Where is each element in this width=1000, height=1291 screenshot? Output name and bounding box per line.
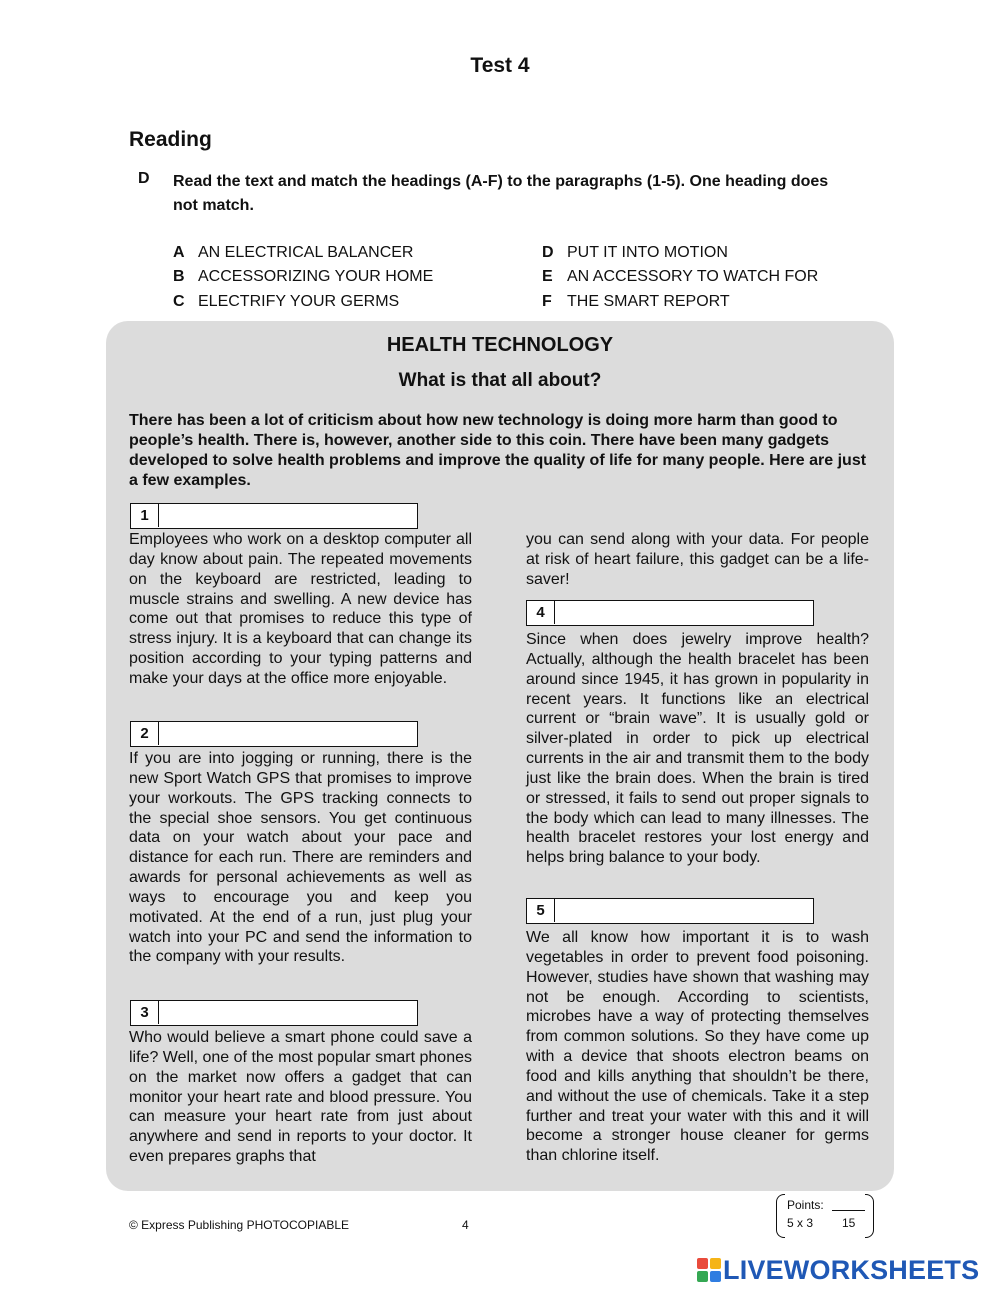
heading-text: PUT IT INTO MOTION — [567, 244, 728, 261]
article-title: HEALTH TECHNOLOGY — [386, 334, 614, 356]
paragraph-number: 3 — [131, 1001, 159, 1024]
points-box — [776, 1194, 874, 1238]
heading-option-e — [542, 267, 818, 287]
footer-copyright: © Express Publishing PHOTOCOPIABLE — [129, 1218, 350, 1232]
test-title: Test 4 — [470, 54, 530, 77]
heading-letter: E — [542, 268, 553, 285]
section-title: Reading — [129, 128, 212, 151]
heading-text: AN ELECTRICAL BALANCER — [198, 244, 414, 261]
answer-box-4 — [526, 600, 814, 626]
heading-text: ACCESSORIZING YOUR HOME — [198, 268, 434, 285]
answer-box-5 — [526, 898, 814, 924]
paragraph-text: Who would believe a smart phone could save a life? Well, one of the most popular smart phones on the market now offers a gadget that can monitor your heart rate and blood pressure. You can measure your heart rate from just about anywhere and send in reports to your doctor. It even prepares graphs that — [129, 1029, 472, 1166]
paragraph-text: If you are into jogging or running, there is the new Sport Watch GPS that promises to improve your workouts. The GPS tracking connects to the special shoe sensors. You get continuous data on your watch about your pace and distance for each run. There are reminders and awards for personal achievements as well as ways to encourage you and keep you motivated. At the end of a run, just plug your watch into your PC and send the information to the company with your results. — [129, 750, 472, 966]
answer-box-2 — [130, 721, 418, 747]
heading-letter: A — [173, 244, 185, 261]
paragraph-2 — [129, 749, 472, 967]
heading-text: ELECTRIFY YOUR GERMS — [198, 293, 400, 310]
paragraph-3-continuation — [526, 530, 869, 590]
heading-option-f — [542, 292, 730, 312]
heading-text: AN ACCESSORY TO WATCH FOR — [567, 268, 819, 285]
liveworksheets-logo-text: LIVEWORKSHEETS — [723, 1255, 980, 1285]
task-instruction: Read the text and match the headings (A-F) to the paragraphs (1-5). One heading does not match. — [173, 173, 829, 214]
paragraph-number: 2 — [131, 722, 159, 745]
points-total: 15 — [842, 1216, 856, 1230]
paragraph-text: We all know how important it is to wash vegetables in order to prevent food poisoning. However, studies have shown that washing may not be enough. According to scientists, microbes have a way of protecting themselves from common solutions. So they have come up with a device that shoots electron beams on food and kills anything that shouldn’t be there, and without the use of chemicals. Take it a step further and treat your water with this and it will become a stronger house cleaner for germs than chlorine itself. — [526, 929, 869, 1165]
answer-box-1 — [130, 503, 418, 529]
paragraph-number: 1 — [131, 504, 159, 527]
heading-option-d — [542, 243, 728, 263]
paragraph-4 — [526, 630, 869, 868]
paragraph-3 — [129, 1028, 472, 1167]
page-number: 4 — [462, 1218, 469, 1232]
heading-letter: F — [542, 293, 552, 310]
points-label: Points: — [787, 1198, 824, 1212]
paragraph-text: Since when does jewelry improve health? Actually, although the health bracelet has been around since 1945, it has grown in popularity in recent years. It functions like an electrical current or “brain wave”. It is usually gold or silver-plated in order to pick up electrical currents in the air and transmit them to the body just like the brain does. When the brain is tired or stressed, it fails to send out proper signals to the body which can lead to many illnesses. The health bracelet restores your lost energy and helps bring balance to your body. — [526, 631, 869, 867]
heading-letter: C — [173, 293, 185, 310]
answer-input-3[interactable] — [159, 1001, 415, 1024]
paragraph-number: 5 — [527, 899, 555, 922]
paragraph-text: you can send along with your data. For people at risk of heart failure, this gadget can be a life-saver! — [526, 531, 869, 588]
points-bracket-left — [776, 1194, 785, 1238]
heading-text: THE SMART REPORT — [567, 293, 730, 310]
paragraph-text: Employees who work on a desktop computer all day know about pain. The repeated movements on the keyboard are restricted, leading to muscle strains and swelling. A new device has come out that promises to reduce this type of stress injury. It is a keyboard that can change its position according to your typing patterns and make your days at the office more enjoyable. — [129, 531, 472, 687]
task-letter: D — [138, 170, 150, 187]
liveworksheets-logo-icon — [697, 1258, 721, 1282]
answer-input-2[interactable] — [159, 722, 415, 745]
paragraph-number: 4 — [527, 601, 555, 624]
points-blank-line — [832, 1210, 865, 1211]
heading-option-c — [173, 292, 399, 312]
paragraph-1 — [129, 530, 472, 689]
article-intro: There has been a lot of criticism about how new technology is doing more harm than good to people’s health. There is, however, another side to this coin. There have been many gadgets developed to solve health problems and improve the quality of life for many people. Here are just a few examples. — [129, 412, 867, 489]
heading-option-b — [173, 267, 433, 287]
heading-option-a — [173, 243, 413, 263]
points-bracket-right — [865, 1194, 874, 1238]
points-calculation: 5 x 3 — [787, 1216, 814, 1230]
heading-letter: B — [173, 268, 185, 285]
answer-input-5[interactable] — [555, 899, 811, 922]
heading-letter: D — [542, 244, 554, 261]
article-subtitle: What is that all about? — [398, 370, 602, 391]
answer-input-1[interactable] — [159, 504, 415, 527]
answer-box-3 — [130, 1000, 418, 1026]
answer-input-4[interactable] — [555, 601, 811, 624]
paragraph-5 — [526, 928, 869, 1166]
